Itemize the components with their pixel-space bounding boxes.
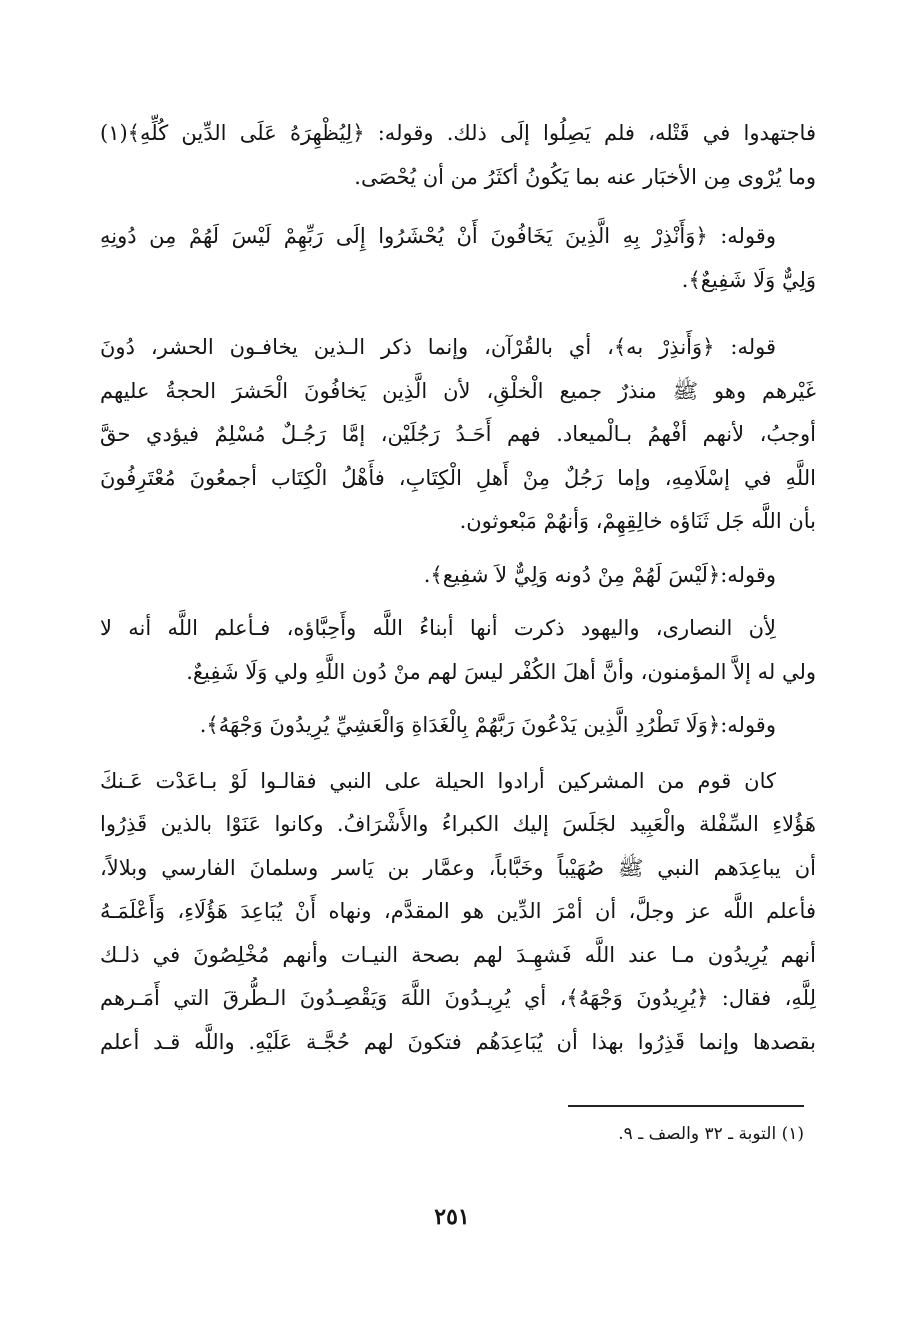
text-line: لِأن النصارى، واليهود ذكرت أنها أبناءُ اللَّه وأَحِبَّاؤه، فـأعلم اللَّه أنه لا [100, 616, 776, 640]
text-line: أن يباعِدَهم النبي ﷺ صُهَيْباً وخَبَّاباً، وعمَّار بن يَاسر وسلمانَ الفارسي وبلالاً، [100, 855, 816, 880]
text-line: بأن اللَّه جَل ثَنَاؤه خالِقِهِمْ، وَأنهُمْ مَبْعوثون. [459, 509, 816, 533]
text-line: فاجتهدوا في قَتْله، فلم يَصِلُوا إلَى ذلك. وقوله: ﴿لِيُظْهِرَهُ عَلَى الدِّين كُلِّهِ﴾(١) [100, 121, 816, 145]
paragraph-2 [100, 215, 816, 302]
paragraph-6 [100, 704, 816, 748]
text-line: ولي له إلاَّ المؤمنون، وأنَّ أهلَ الكُفْر ليسَ لهم منْ دُون اللَّهِ ولي وَلَا شَفِيعٌ. [186, 659, 816, 684]
text-line: فأعلم اللَّه عز وجلَّ، أن أمْرَ الدِّين هو المقدَّم، ونهاه أَنْ يُبَاعِدَ هَؤُلَاءِ، وَأَعْلَمَـهُ [100, 899, 816, 923]
text-line: أوجبُ، لأنهم أفْهمُ بـالْميعاد. فهم أَحَـدُ رَجُلَيْن، إمَّا رَجُـلٌ مُسْلِمٌ فيؤدي حقَّ [100, 422, 816, 446]
paragraph-4 [100, 554, 816, 598]
text-line: غَيْرهم وهو ﷺ منذرٌ جميع الْخلْقِ، لأن الَّذِين يَخافُونَ الْحَشرَ الحجةُ عليهم [100, 378, 816, 403]
text-line: أنهم يُرِيدُون مـا عند اللَّه فَشهِـدَ لهم بصحة النيـات وأنهم مُخْلِصُونَ في ذلـك [100, 942, 816, 967]
paragraph-7 [100, 760, 816, 1065]
text-line: قوله: ﴿وَأَنذِرْ به﴾، أي بالقُرْآن، وإنما ذكر الـذين يخافـون الحشر، دُونَ [100, 335, 776, 359]
text-line: وَلِيٌّ وَلَا شَفِيعٌ﴾. [681, 267, 816, 292]
page-number: ٢٥١ [434, 1204, 470, 1230]
text-line: وما يُرْوى مِن الأخبَار عنه بما يَكُونُ أكثَرُ من أن يُحْصَى. [354, 164, 816, 189]
text-line: وقوله: ﴿وَأَنْذِرْ بِهِ الَّذِينَ يَخَافُونَ أَنْ يُحْشَرُوا إِلَى رَبِّهِمْ لَيْسَ لَهُمْ مِن دُونِهِ [100, 224, 776, 248]
text-line: اللَّهِ في إسْلَامِهِ، وإما رَجُلٌ مِنْ أَهلِ الْكِتَابِ، فأَهْلُ الْكِتَاب أجمعُونَ مُعْتَرِفُونَ [100, 465, 816, 490]
text-line: لِلَّهِ، فقال: ﴿يُرِيدُونَ وَجْهَهُ﴾، أي يُرِيـدُونَ اللَّهَ وَيَقْصِـدُونَ الـطُّرقَ التي أَمَـرهم [100, 986, 816, 1010]
paragraph-3 [100, 326, 816, 544]
footnote: (١) التوبة ـ ٣٢ والصف ـ ٩. [618, 1124, 804, 1144]
footnote-divider [568, 1105, 804, 1107]
text-line: وقوله:﴿لَيْسَ لَهُمْ مِنْ دُونه وَلِيٌّ لاَ شفِيع﴾. [423, 562, 776, 587]
text-line: كان قوم من المشركين أرادوا الحيلة على النبي فقالـوا لَوْ بـاعَدْت عَـنكَ [100, 768, 776, 793]
text-line: هَؤُلاءِ السِّفْلة والْعَبِيد لجَلَسَ إليك الكبراءُ والأَشْرَافُ. وكانوا عَنَوْا بالذين قَذِرُوا [100, 812, 816, 836]
paragraph-1 [100, 112, 816, 199]
paragraph-5 [100, 607, 816, 694]
text-line: بقصدها وإنما قَذِرُوا بهذا أن يُبَاعِدَهُم فتكونَ لهم حُجَّـة عَلَيْهِ. واللَّه قـد أعلم [100, 1029, 816, 1054]
page-body [100, 112, 816, 1064]
text-line: وقوله:﴿وَلَا تَطْرُدِ الَّذِين يَدْعُونَ رَبَّهُمْ بِالْغَدَاةِ وَالْعَشِيِّ يُرِيدُونَ وَجْهَهُ﴾. [199, 713, 776, 737]
